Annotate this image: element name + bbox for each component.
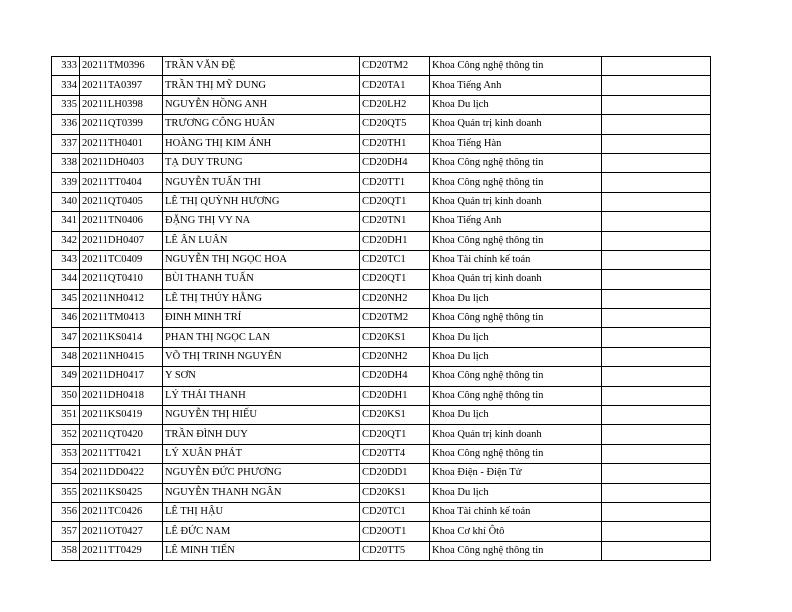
note-cell — [602, 502, 711, 521]
faculty-cell: Khoa Du lịch — [430, 483, 602, 502]
row-number-cell: 358 — [52, 541, 80, 560]
student-name-cell: NGUYỄN TUẤN THI — [163, 173, 360, 192]
class-code-cell: CD20QT1 — [360, 192, 430, 211]
note-cell — [602, 289, 711, 308]
student-id-cell: 20211TA0397 — [80, 76, 163, 95]
row-number-cell: 333 — [52, 57, 80, 76]
faculty-cell: Khoa Công nghệ thông tin — [430, 367, 602, 386]
class-code-cell: CD20KS1 — [360, 328, 430, 347]
student-name-cell: TRƯƠNG CÔNG HUÂN — [163, 115, 360, 134]
row-number-cell: 336 — [52, 115, 80, 134]
student-id-cell: 20211QT0410 — [80, 270, 163, 289]
student-id-cell: 20211QT0405 — [80, 192, 163, 211]
class-code-cell: CD20DD1 — [360, 464, 430, 483]
student-id-cell: 20211TC0409 — [80, 250, 163, 269]
table-row — [52, 425, 711, 444]
student-id-cell: 20211QT0420 — [80, 425, 163, 444]
faculty-cell: Khoa Du lịch — [430, 406, 602, 425]
table-row — [52, 328, 711, 347]
faculty-cell: Khoa Tài chính kế toán — [430, 502, 602, 521]
student-id-cell: 20211TM0396 — [80, 57, 163, 76]
student-id-cell: 20211TH0401 — [80, 134, 163, 153]
row-number-cell: 341 — [52, 212, 80, 231]
table-row — [52, 270, 711, 289]
class-code-cell: CD20NH2 — [360, 347, 430, 366]
row-number-cell: 350 — [52, 386, 80, 405]
table-row — [52, 502, 711, 521]
table-row — [52, 192, 711, 211]
student-name-cell: TRẦN THỊ MỸ DUNG — [163, 76, 360, 95]
faculty-cell: Khoa Quản trị kinh doanh — [430, 270, 602, 289]
student-id-cell: 20211KS0419 — [80, 406, 163, 425]
row-number-cell: 355 — [52, 483, 80, 502]
student-id-cell: 20211LH0398 — [80, 95, 163, 114]
note-cell — [602, 522, 711, 541]
student-id-cell: 20211DH0403 — [80, 153, 163, 172]
note-cell — [602, 309, 711, 328]
table-row — [52, 95, 711, 114]
row-number-cell: 348 — [52, 347, 80, 366]
student-name-cell: LÝ THÁI THANH — [163, 386, 360, 405]
student-id-cell: 20211TT0404 — [80, 173, 163, 192]
faculty-cell: Khoa Du lịch — [430, 328, 602, 347]
row-number-cell: 346 — [52, 309, 80, 328]
class-code-cell: CD20QT1 — [360, 270, 430, 289]
class-code-cell: CD20TM2 — [360, 57, 430, 76]
note-cell — [602, 328, 711, 347]
student-name-cell: VÕ THỊ TRINH NGUYÊN — [163, 347, 360, 366]
class-code-cell: CD20LH2 — [360, 95, 430, 114]
table-row — [52, 231, 711, 250]
student-id-cell: 20211TC0426 — [80, 502, 163, 521]
faculty-cell: Khoa Công nghệ thông tin — [430, 444, 602, 463]
row-number-cell: 353 — [52, 444, 80, 463]
student-id-cell: 20211TM0413 — [80, 309, 163, 328]
student-id-cell: 20211DH0417 — [80, 367, 163, 386]
note-cell — [602, 76, 711, 95]
student-name-cell: LÊ THỊ HẬU — [163, 502, 360, 521]
table-row — [52, 76, 711, 95]
class-code-cell: CD20TC1 — [360, 250, 430, 269]
note-cell — [602, 386, 711, 405]
note-cell — [602, 57, 711, 76]
class-code-cell: CD20TM2 — [360, 309, 430, 328]
faculty-cell: Khoa Tiếng Hàn — [430, 134, 602, 153]
note-cell — [602, 367, 711, 386]
note-cell — [602, 134, 711, 153]
student-name-cell: NGUYỄN ĐỨC PHƯƠNG — [163, 464, 360, 483]
table-row — [52, 134, 711, 153]
faculty-cell: Khoa Tiếng Anh — [430, 212, 602, 231]
student-name-cell: LÊ THỊ QUỲNH HƯƠNG — [163, 192, 360, 211]
faculty-cell: Khoa Công nghệ thông tin — [430, 386, 602, 405]
table-row — [52, 309, 711, 328]
note-cell — [602, 464, 711, 483]
note-cell — [602, 444, 711, 463]
table-row — [52, 406, 711, 425]
table-row — [52, 483, 711, 502]
faculty-cell: Khoa Công nghệ thông tin — [430, 153, 602, 172]
class-code-cell: CD20DH1 — [360, 231, 430, 250]
table-row — [52, 115, 711, 134]
faculty-cell: Khoa Tiếng Anh — [430, 76, 602, 95]
note-cell — [602, 270, 711, 289]
note-cell — [602, 541, 711, 560]
table-row — [52, 57, 711, 76]
row-number-cell: 347 — [52, 328, 80, 347]
faculty-cell: Khoa Điện - Điện Tử — [430, 464, 602, 483]
student-id-cell: 20211TT0429 — [80, 541, 163, 560]
table-row — [52, 541, 711, 560]
row-number-cell: 349 — [52, 367, 80, 386]
note-cell — [602, 347, 711, 366]
student-name-cell: TẠ DUY TRUNG — [163, 153, 360, 172]
table-row — [52, 367, 711, 386]
student-table — [51, 56, 711, 561]
row-number-cell: 351 — [52, 406, 80, 425]
student-name-cell: LÝ XUÂN PHÁT — [163, 444, 360, 463]
faculty-cell: Khoa Công nghệ thông tin — [430, 309, 602, 328]
student-name-cell: LÊ THỊ THÚY HẰNG — [163, 289, 360, 308]
faculty-cell: Khoa Công nghệ thông tin — [430, 231, 602, 250]
note-cell — [602, 95, 711, 114]
faculty-cell: Khoa Công nghệ thông tin — [430, 173, 602, 192]
student-id-cell: 20211DH0407 — [80, 231, 163, 250]
student-name-cell: LÊ ÂN LUÂN — [163, 231, 360, 250]
class-code-cell: CD20TT4 — [360, 444, 430, 463]
faculty-cell: Khoa Du lịch — [430, 289, 602, 308]
row-number-cell: 344 — [52, 270, 80, 289]
table-row — [52, 173, 711, 192]
row-number-cell: 343 — [52, 250, 80, 269]
class-code-cell: CD20KS1 — [360, 483, 430, 502]
class-code-cell: CD20TN1 — [360, 212, 430, 231]
table-row — [52, 250, 711, 269]
faculty-cell: Khoa Quản trị kinh doanh — [430, 425, 602, 444]
class-code-cell: CD20TC1 — [360, 502, 430, 521]
row-number-cell: 342 — [52, 231, 80, 250]
student-id-cell: 20211DH0418 — [80, 386, 163, 405]
student-id-cell: 20211KS0425 — [80, 483, 163, 502]
student-id-cell: 20211DD0422 — [80, 464, 163, 483]
row-number-cell: 338 — [52, 153, 80, 172]
student-id-cell: 20211TT0421 — [80, 444, 163, 463]
row-number-cell: 354 — [52, 464, 80, 483]
student-name-cell: NGUYỄN THỊ HIẾU — [163, 406, 360, 425]
note-cell — [602, 406, 711, 425]
student-name-cell: LÊ ĐỨC NAM — [163, 522, 360, 541]
student-name-cell: TRẦN VĂN ĐỆ — [163, 57, 360, 76]
class-code-cell: CD20NH2 — [360, 289, 430, 308]
student-name-cell: ĐẶNG THỊ VY NA — [163, 212, 360, 231]
student-name-cell: ĐINH MINH TRÍ — [163, 309, 360, 328]
class-code-cell: CD20TH1 — [360, 134, 430, 153]
note-cell — [602, 231, 711, 250]
row-number-cell: 340 — [52, 192, 80, 211]
faculty-cell: Khoa Công nghệ thông tin — [430, 57, 602, 76]
table-row — [52, 464, 711, 483]
faculty-cell: Khoa Quản trị kinh doanh — [430, 192, 602, 211]
table-row — [52, 289, 711, 308]
class-code-cell: CD20DH4 — [360, 367, 430, 386]
note-cell — [602, 173, 711, 192]
student-name-cell: HOÀNG THỊ KIM ÁNH — [163, 134, 360, 153]
class-code-cell: CD20TA1 — [360, 76, 430, 95]
table-row — [52, 444, 711, 463]
faculty-cell: Khoa Công nghệ thông tin — [430, 541, 602, 560]
class-code-cell: CD20QT1 — [360, 425, 430, 444]
class-code-cell: CD20DH4 — [360, 153, 430, 172]
student-id-cell: 20211OT0427 — [80, 522, 163, 541]
row-number-cell: 335 — [52, 95, 80, 114]
student-name-cell: LÊ MINH TIẾN — [163, 541, 360, 560]
student-id-cell: 20211NH0412 — [80, 289, 163, 308]
note-cell — [602, 192, 711, 211]
note-cell — [602, 425, 711, 444]
student-name-cell: NGUYỄN THANH NGÂN — [163, 483, 360, 502]
faculty-cell: Khoa Tài chính kế toán — [430, 250, 602, 269]
row-number-cell: 345 — [52, 289, 80, 308]
faculty-cell: Khoa Cơ khí Ôtô — [430, 522, 602, 541]
faculty-cell: Khoa Du lịch — [430, 95, 602, 114]
table-row — [52, 386, 711, 405]
table-row — [52, 347, 711, 366]
table-row — [52, 522, 711, 541]
student-id-cell: 20211KS0414 — [80, 328, 163, 347]
student-table-body — [52, 57, 711, 561]
row-number-cell: 334 — [52, 76, 80, 95]
note-cell — [602, 153, 711, 172]
row-number-cell: 357 — [52, 522, 80, 541]
class-code-cell: CD20TT1 — [360, 173, 430, 192]
note-cell — [602, 250, 711, 269]
note-cell — [602, 115, 711, 134]
row-number-cell: 356 — [52, 502, 80, 521]
student-id-cell: 20211TN0406 — [80, 212, 163, 231]
class-code-cell: CD20OT1 — [360, 522, 430, 541]
student-name-cell: PHAN THỊ NGỌC LAN — [163, 328, 360, 347]
faculty-cell: Khoa Du lịch — [430, 347, 602, 366]
student-name-cell: NGUYỄN THỊ NGỌC HOA — [163, 250, 360, 269]
class-code-cell: CD20QT5 — [360, 115, 430, 134]
note-cell — [602, 483, 711, 502]
student-name-cell: BÙI THANH TUẤN — [163, 270, 360, 289]
student-name-cell: TRẦN ĐÌNH DUY — [163, 425, 360, 444]
table-row — [52, 153, 711, 172]
student-name-cell: Y SƠN — [163, 367, 360, 386]
faculty-cell: Khoa Quản trị kinh doanh — [430, 115, 602, 134]
class-code-cell: CD20TT5 — [360, 541, 430, 560]
row-number-cell: 337 — [52, 134, 80, 153]
row-number-cell: 339 — [52, 173, 80, 192]
student-id-cell: 20211QT0399 — [80, 115, 163, 134]
row-number-cell: 352 — [52, 425, 80, 444]
student-name-cell: NGUYỄN HỒNG ANH — [163, 95, 360, 114]
class-code-cell: CD20KS1 — [360, 406, 430, 425]
class-code-cell: CD20DH1 — [360, 386, 430, 405]
note-cell — [602, 212, 711, 231]
table-row — [52, 212, 711, 231]
student-id-cell: 20211NH0415 — [80, 347, 163, 366]
